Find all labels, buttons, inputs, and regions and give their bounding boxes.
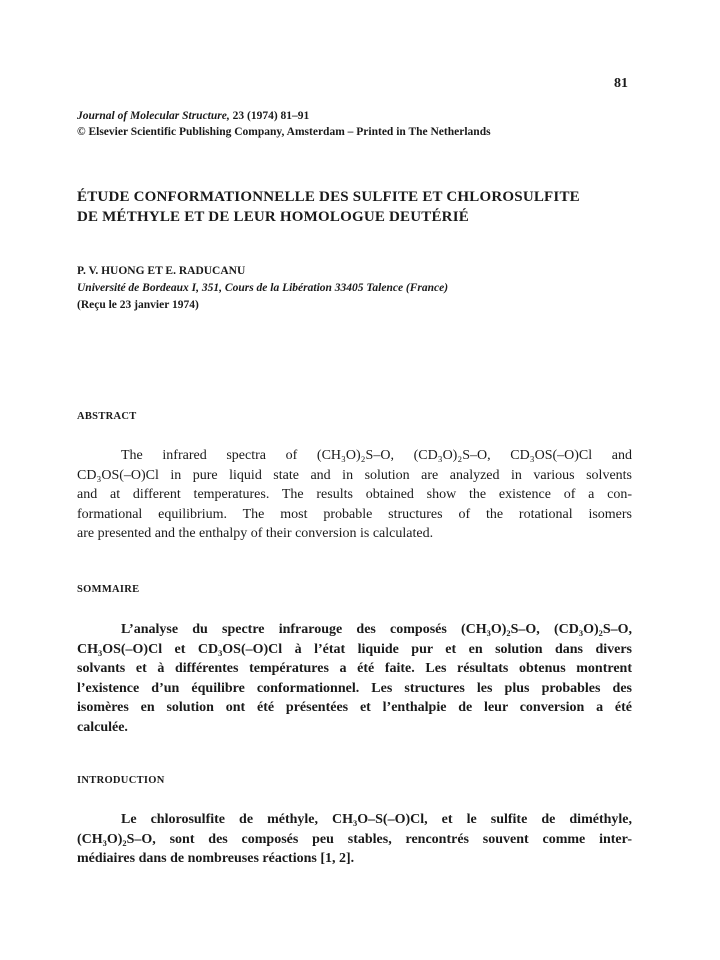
sommaire-line: l’existence d’un équilibre conformationnel. Les structures les plus probables des — [77, 680, 632, 696]
page-number: 81 — [614, 76, 628, 91]
article-title — [77, 187, 637, 227]
introduction-line: médiaires dans de nombreuses réactions [1, 2]. — [77, 851, 355, 866]
abstract-line: formational equilibrium. The most probable structures of the rotational isomers — [77, 506, 632, 522]
author-affiliation: Université de Bordeaux I, 351, Cours de la Libération 33405 Talence (France) — [77, 282, 449, 294]
abstract-line: The infrared spectra of (CH₃O)₂S–O, (CD₃O)₂S–O, CD₃OS(–O)Cl and — [121, 448, 632, 463]
sommaire-line: solvants et à différentes températures a été faite. Les résultats obtenus montrent — [77, 661, 632, 676]
sommaire-line: L’analyse du spectre infrarouge des composés (CH₃O)₂S–O, (CD₃O)₂S–O, — [121, 622, 632, 637]
introduction-line: Le chlorosulfite de méthyle, CH₃O–S(–O)Cl, et le sulfite de diméthyle, — [121, 812, 632, 827]
journal-header — [77, 108, 637, 140]
title-line-1: ÉTUDE CONFORMATIONNELLE DES SULFITE ET CHLOROSULFITE — [77, 189, 580, 205]
abstract-heading: ABSTRACT — [77, 411, 137, 422]
sommaire-body — [77, 620, 632, 737]
journal-volume: 23 (1974) 81–91 — [229, 110, 310, 122]
author-block — [77, 263, 637, 314]
abstract-body — [77, 446, 632, 544]
abstract-line: and at different temperatures. The results obtained show the existence of a con- — [77, 487, 632, 502]
sommaire-line: isomères en solution ont été présentées et l’enthalpie de leur conversion a été — [77, 700, 632, 715]
introduction-body — [77, 810, 632, 869]
sommaire-line: calculée. — [77, 719, 128, 735]
received-date: (Reçu le 23 janvier 1974) — [77, 299, 199, 311]
abstract-line: CD₃OS(–O)Cl in pure liquid state and in solution are analyzed in various solvents — [77, 467, 632, 483]
sommaire-line: CH₃OS(–O)Cl et CD₃OS(–O)Cl à l’état liquide pur et en solution dans divers — [77, 641, 632, 657]
title-line-2: DE MÉTHYLE ET DE LEUR HOMOLOGUE DEUTÉRIÉ — [77, 209, 469, 225]
journal-name: Journal of Molecular Structure, — [77, 110, 230, 122]
author-names: P. V. HUONG ET E. RADUCANU — [77, 265, 246, 277]
journal-citation — [77, 108, 637, 124]
abstract-line: are presented and the enthalpy of their conversion is calculated. — [77, 526, 434, 541]
copyright-line: © Elsevier Scientific Publishing Company, Amsterdam – Printed in The Netherlands — [77, 126, 491, 138]
sommaire-heading: SOMMAIRE — [77, 584, 140, 595]
introduction-heading: INTRODUCTION — [77, 775, 165, 786]
introduction-line: (CH₃O)₂S–O, sont des composés peu stables, rencontrés souvent comme inter- — [77, 831, 632, 847]
